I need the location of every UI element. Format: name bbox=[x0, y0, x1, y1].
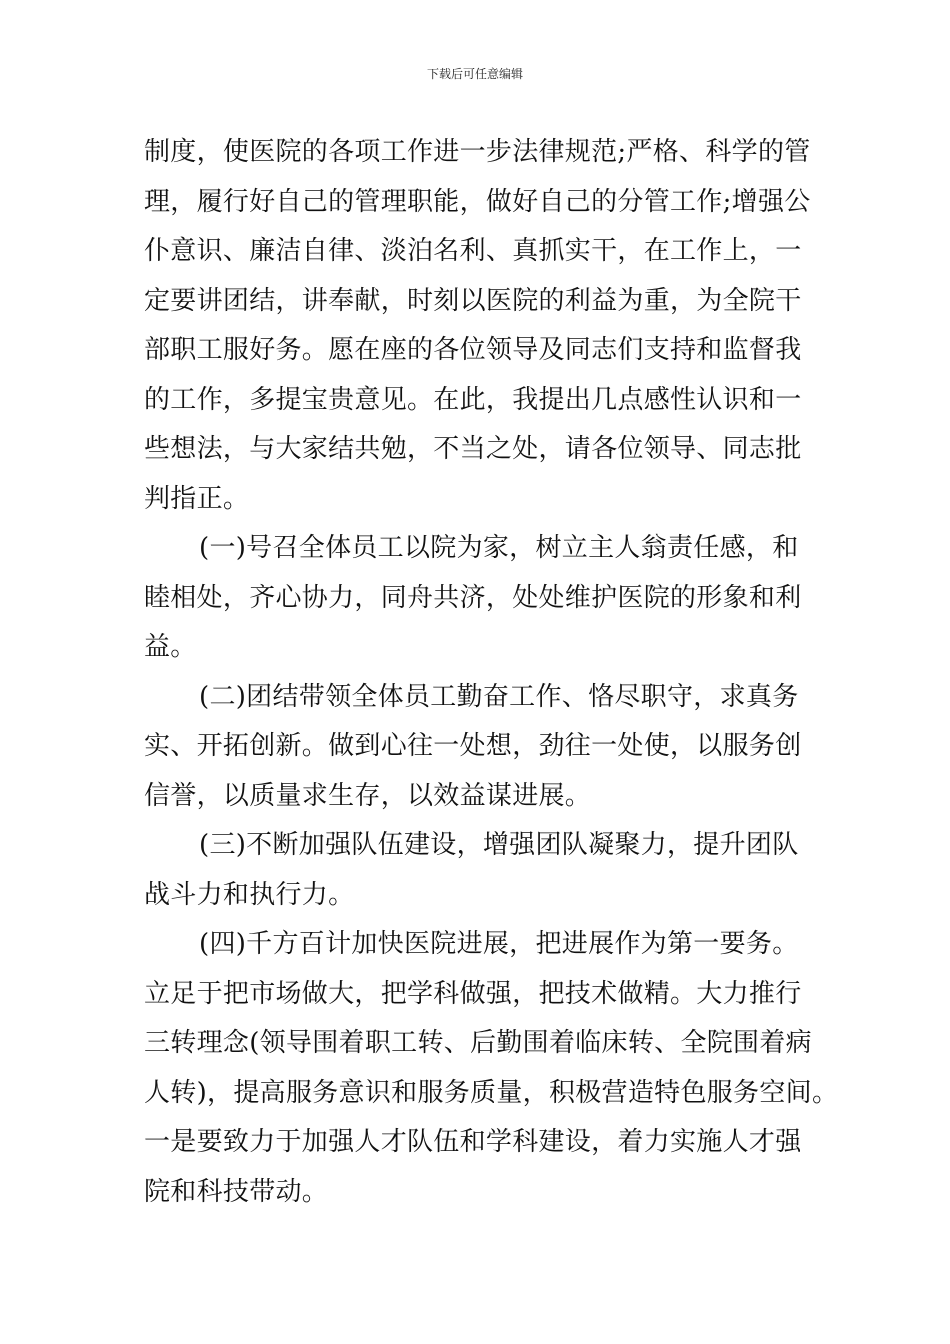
text-line: 部职工服好务。愿在座的各位领导及同志们支持和监督我 bbox=[144, 335, 802, 365]
text-line: 益。 bbox=[144, 632, 197, 662]
text-line: 人转)，提高服务意识和服务质量，积极营造特色服务空间。 bbox=[144, 1077, 839, 1108]
text-line: 判指正。 bbox=[144, 483, 250, 514]
text-line: 的工作，多提宝贵意见。在此，我提出几点感性认识和一 bbox=[144, 384, 802, 415]
text-line: 仆意识、廉洁自律、淡泊名利、真抓实干，在工作上，一 bbox=[144, 236, 802, 266]
text-line: 定要讲团结，讲奉献，时刻以医院的利益为重，为全院干 bbox=[144, 285, 802, 316]
document-body bbox=[144, 128, 839, 1217]
text-line: 实、开拓创新。做到心往一处想，劲往一处使，以服务创 bbox=[144, 731, 802, 761]
text-line: 立足于把市场做大，把学科做强，把技术做精。大力推行 bbox=[144, 978, 802, 1009]
text-line: 理，履行好自己的管理职能，做好自己的分管工作;增强公 bbox=[144, 186, 811, 217]
text-line: 三转理念(领导围着职工转、后勤围着临床转、全院围着病 bbox=[144, 1028, 812, 1058]
paragraph-3-start: (三)不断加强队伍建设，增强团队凝聚力，提升团队 bbox=[199, 830, 799, 860]
paragraph-2-start: (二)团结带领全体员工勤奋工作、恪尽职守，求真务 bbox=[199, 681, 799, 712]
paragraph-1-start: (一)号召全体员工以院为家，树立主人翁责任感，和 bbox=[199, 533, 799, 563]
text-line: 睦相处，齐心协力，同舟共济，处处维护医院的形象和利 bbox=[144, 582, 802, 613]
paragraph-4-start: (四)千方百计加快医院进展，把进展作为第一要务。 bbox=[199, 929, 799, 959]
text-line: 一是要致力于加强人才队伍和学科建设，着力实施人才强 bbox=[144, 1127, 802, 1157]
text-line: 些想法，与大家结共勉，不当之处，请各位领导、同志批 bbox=[144, 434, 802, 464]
page-header: 下载后可任意编辑 bbox=[426, 67, 523, 81]
text-line: 制度，使医院的各项工作进一步法律规范;严格、科学的管 bbox=[144, 137, 811, 167]
text-line: 战斗力和执行力。 bbox=[144, 879, 355, 910]
text-line: 院和科技带动。 bbox=[144, 1176, 329, 1207]
text-line: 信誉，以质量求生存，以效益谋进展。 bbox=[144, 780, 592, 811]
